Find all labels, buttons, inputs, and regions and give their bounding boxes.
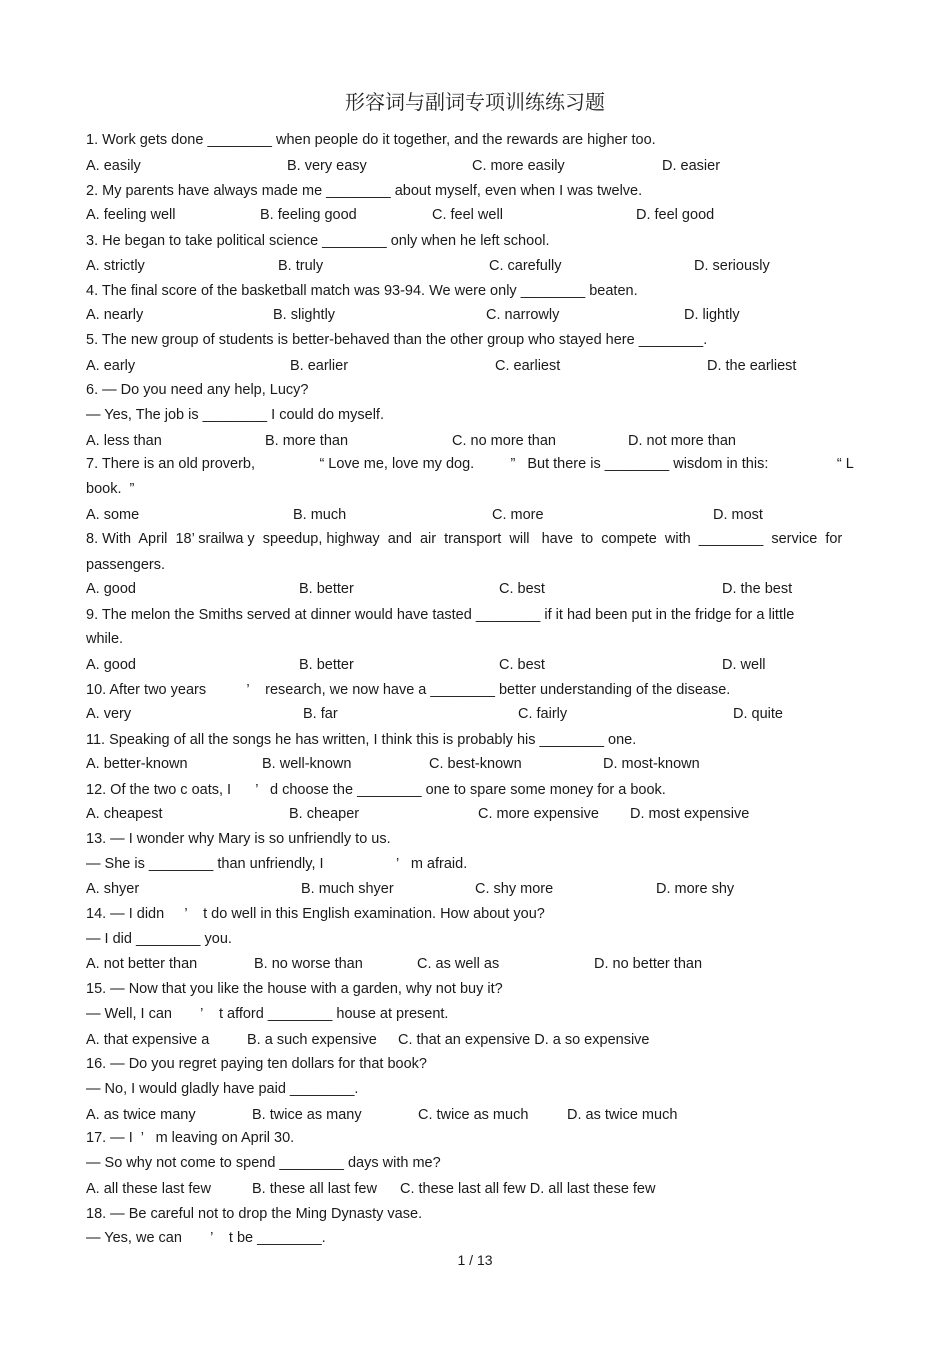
question-18: 18. — Be careful not to drop the Ming Dynasty vase. bbox=[86, 1206, 423, 1222]
question-9-cont: while. bbox=[86, 631, 124, 647]
option-c: C. twice as much bbox=[418, 1107, 529, 1123]
question-18-reply: — Yes, we can ’ t be ________. bbox=[86, 1230, 326, 1246]
option-a: A. that expensive a bbox=[86, 1032, 210, 1048]
option-a: A. early bbox=[86, 358, 136, 374]
option-b: B. better bbox=[299, 581, 354, 597]
option-a: A. better-known bbox=[86, 756, 188, 772]
question-9: 9. The melon the Smiths served at dinner would have tasted ________ if it had been put in the fridge for a little bbox=[86, 607, 795, 623]
option-d: D. easier bbox=[662, 158, 721, 174]
option-b: B. earlier bbox=[290, 358, 349, 374]
option-b: B. no worse than bbox=[254, 956, 363, 972]
question-14-reply: — I did ________ you. bbox=[86, 931, 232, 947]
question-8: 8. With April 18’ srailwa y speedup, highway and air transport will have to compete with ________ service for bbox=[86, 531, 843, 547]
question-8-cont: passengers. bbox=[86, 557, 165, 573]
option-c: C. as well as bbox=[417, 956, 500, 972]
option-a: A. easily bbox=[86, 158, 141, 174]
option-c: C. best bbox=[499, 581, 545, 597]
option-d: D. well bbox=[722, 657, 766, 673]
option-a: A. good bbox=[86, 581, 136, 597]
option-a: A. strictly bbox=[86, 258, 145, 274]
question-6: 6. — Do you need any help, Lucy? bbox=[86, 382, 309, 398]
option-a: A. not better than bbox=[86, 956, 198, 972]
option-d: D. most expensive bbox=[630, 806, 750, 822]
question-6-reply: — Yes, The job is ________ I could do myself. bbox=[86, 407, 384, 423]
question-1: 1. Work gets done ________ when people do it together, and the rewards are higher too. bbox=[86, 132, 656, 148]
option-a: A. some bbox=[86, 507, 140, 523]
question-13: 13. — I wonder why Mary is so unfriendly to us. bbox=[86, 831, 391, 847]
option-c: C. best-known bbox=[429, 756, 522, 772]
question-17: 17. — I ’ m leaving on April 30. bbox=[86, 1130, 295, 1146]
option-d: D. lightly bbox=[684, 307, 740, 323]
question-16: 16. — Do you regret paying ten dollars for that book? bbox=[86, 1056, 427, 1072]
option-d: D. quite bbox=[733, 706, 783, 722]
option-d: D. the earliest bbox=[707, 358, 797, 374]
option-a: A. shyer bbox=[86, 881, 140, 897]
option-b: B. cheaper bbox=[289, 806, 360, 822]
option-b: B. much shyer bbox=[301, 881, 394, 897]
question-13-reply: — She is ________ than unfriendly, I ’ m afraid. bbox=[86, 856, 468, 872]
option-c: C. carefully bbox=[489, 258, 562, 274]
option-b: B. truly bbox=[278, 258, 324, 274]
question-2: 2. My parents have always made me ________ about myself, even when I was twelve. bbox=[86, 183, 643, 199]
option-b: B. twice as many bbox=[252, 1107, 362, 1123]
question-16-reply: — No, I would gladly have paid ________. bbox=[86, 1081, 359, 1097]
option-a: A. nearly bbox=[86, 307, 144, 323]
option-c: C. narrowly bbox=[486, 307, 560, 323]
option-d: D. not more than bbox=[628, 433, 736, 449]
option-a: A. as twice many bbox=[86, 1107, 196, 1123]
page-number: 1 / 13 bbox=[457, 1252, 493, 1268]
option-a: A. very bbox=[86, 706, 132, 722]
option-c: C. more expensive bbox=[478, 806, 599, 822]
option-b: B. a such expensive bbox=[247, 1032, 377, 1048]
option-b: B. very easy bbox=[287, 158, 367, 174]
question-14: 14. — I didn ’ t do well in this English examination. How about you? bbox=[86, 906, 545, 922]
option-b: B. better bbox=[299, 657, 354, 673]
option-b: B. much bbox=[293, 507, 347, 523]
option-d: D. most-known bbox=[603, 756, 700, 772]
option-c: C. more easily bbox=[472, 158, 565, 174]
option-a: A. feeling well bbox=[86, 207, 176, 223]
option-c-d: C. that an expensive D. a so expensive bbox=[398, 1032, 650, 1048]
option-c: C. no more than bbox=[452, 433, 556, 449]
option-b: B. feeling good bbox=[260, 207, 357, 223]
question-7-cont: book. ” bbox=[86, 481, 135, 497]
question-10: 10. After two years ’ research, we now have a ________ better understanding of the disease. bbox=[86, 682, 731, 698]
option-b: B. these all last few bbox=[252, 1181, 377, 1197]
option-a: A. good bbox=[86, 657, 136, 673]
question-3: 3. He began to take political science ________ only when he left school. bbox=[86, 233, 550, 249]
question-4: 4. The final score of the basketball match was 93-94. We were only ________ beaten. bbox=[86, 283, 638, 299]
option-c: C. fairly bbox=[518, 706, 568, 722]
option-b: B. slightly bbox=[273, 307, 336, 323]
option-a: A. all these last few bbox=[86, 1181, 211, 1197]
option-d: D. the best bbox=[722, 581, 793, 597]
option-b: B. more than bbox=[265, 433, 349, 449]
option-a: A. less than bbox=[86, 433, 162, 449]
option-c: C. more bbox=[492, 507, 544, 523]
option-d: D. no better than bbox=[594, 956, 703, 972]
question-7: 7. There is an old proverb, “ Love me, love my dog. ” But there is ________ wisdom in this: “ L bbox=[86, 456, 854, 472]
question-5: 5. The new group of students is better-behaved than the other group who stayed here ________. bbox=[86, 332, 708, 348]
option-d: D. most bbox=[713, 507, 763, 523]
option-d: D. as twice much bbox=[567, 1107, 678, 1123]
question-12: 12. Of the two c oats, I ’ d choose the ________ one to spare some money for a book. bbox=[86, 782, 666, 798]
option-d: D. feel good bbox=[636, 207, 715, 223]
option-b: B. well-known bbox=[262, 756, 352, 772]
question-15: 15. — Now that you like the house with a garden, why not buy it? bbox=[86, 981, 503, 997]
page-title: 形容词与副词专项训练练习题 bbox=[345, 90, 605, 114]
option-d: D. seriously bbox=[694, 258, 770, 274]
option-b: B. far bbox=[303, 706, 338, 722]
option-c: C. shy more bbox=[475, 881, 554, 897]
option-a: A. cheapest bbox=[86, 806, 163, 822]
question-15-reply: — Well, I can ’ t afford ________ house at present. bbox=[86, 1006, 449, 1022]
option-c: C. earliest bbox=[495, 358, 561, 374]
question-11: 11. Speaking of all the songs he has written, I think this is probably his ________ one. bbox=[86, 732, 637, 748]
option-d: D. more shy bbox=[656, 881, 735, 897]
option-c-d: C. these last all few D. all last these few bbox=[400, 1181, 656, 1197]
question-17-reply: — So why not come to spend ________ days with me? bbox=[86, 1155, 441, 1171]
option-c: C. best bbox=[499, 657, 545, 673]
option-c: C. feel well bbox=[432, 207, 503, 223]
